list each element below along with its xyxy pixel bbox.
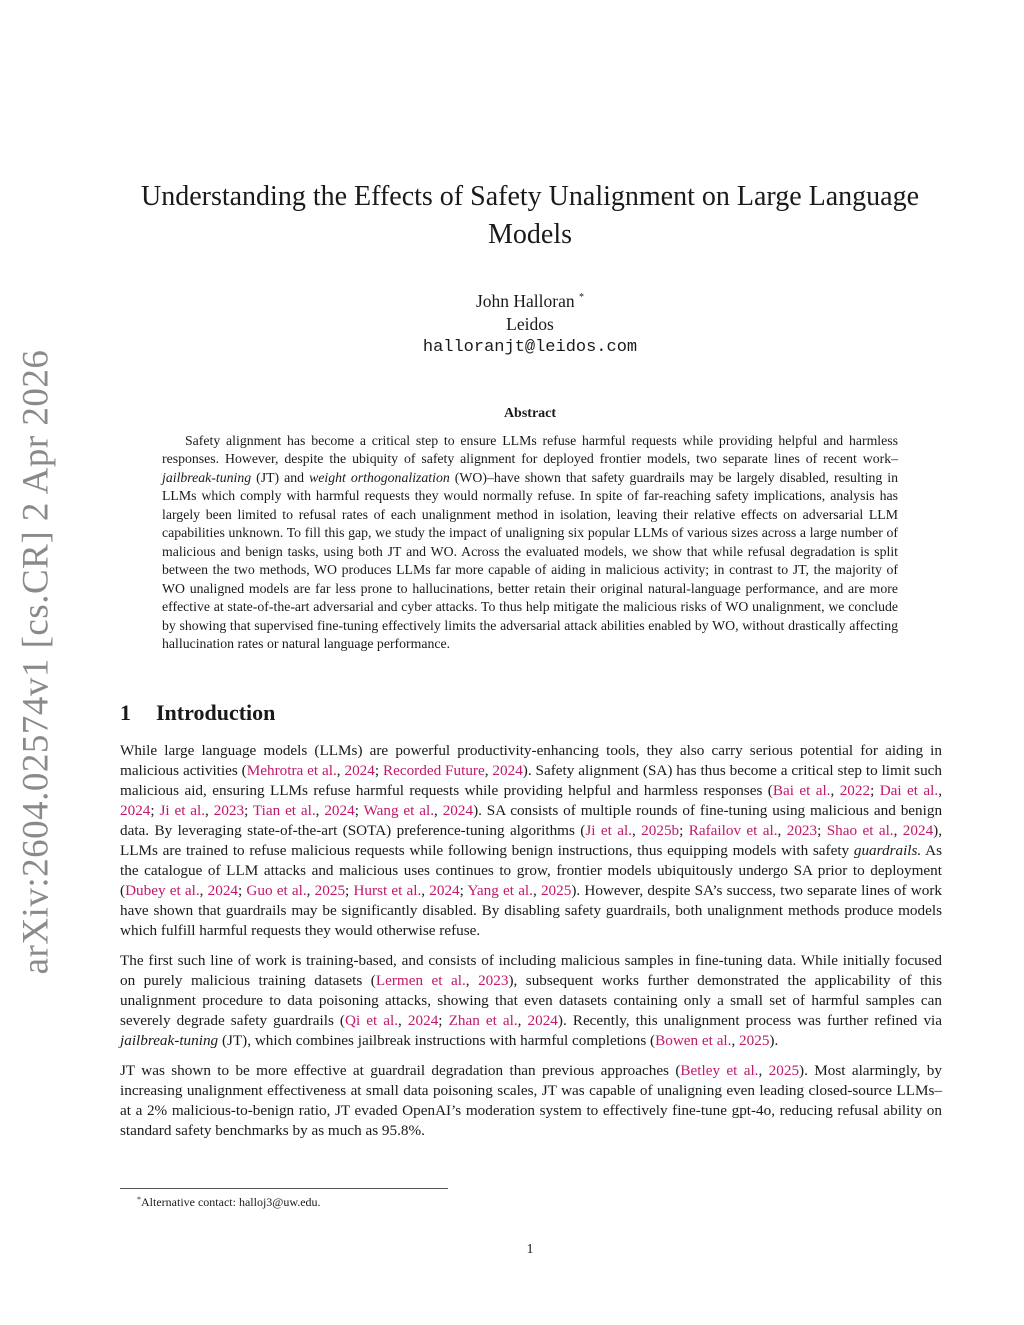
arxiv-identifier-stamp: arXiv:2604.02574v1 [cs.CR] 2 Apr 2026	[15, 349, 57, 975]
citation-link[interactable]: Dubey et al.	[125, 882, 200, 899]
citation-link[interactable]: Qi et al.	[344, 1012, 399, 1029]
citation-link[interactable]: Zhan et al.	[448, 1012, 518, 1029]
abstract-heading: Abstract	[503, 406, 557, 421]
citation-link[interactable]: 2024	[120, 802, 151, 819]
citation-link[interactable]: 2024	[429, 882, 460, 899]
author-affiliation: Leidos	[506, 314, 554, 334]
abstract-text: (JT) and	[251, 469, 310, 485]
citation-link[interactable]: Ji et al.	[585, 822, 632, 839]
emphasis-guardrails: guardrails.	[853, 842, 922, 859]
citation-link[interactable]: Dai et al.	[879, 782, 939, 799]
term-jailbreak-tuning: jailbreak-tuning	[162, 469, 252, 485]
footnote-divider	[120, 1188, 448, 1189]
author-name: John Halloran	[475, 291, 575, 311]
citation-link[interactable]: 2025	[768, 1062, 800, 1079]
citation-link[interactable]: 2024	[324, 802, 355, 819]
section-number: 1	[120, 700, 131, 725]
author-email: halloranjt@leidos.com	[422, 338, 638, 357]
term-weight-orthogonalization: weight orthogonalization	[309, 469, 450, 485]
paragraph-3: JT was shown to be more effective at guardrail degradation than previous approaches (Betley et al., 2025). Most alarmingly, by increasing unalignment effectiveness at small data poisoning scales, JT was capable of unaligning even leading closed-source LLMs–at a 2% malicious-to-benign ratio, JT evaded OpenAI’s moderation system to effectively fine-tune gpt-4o, reducing refusal ability on standard safety benchmarks by as much as 95.8%.	[120, 1062, 942, 1139]
footnote	[137, 1195, 321, 1210]
citation-link[interactable]: 2023	[478, 972, 509, 989]
citation-link[interactable]: Mehrotra et al.	[246, 762, 337, 779]
citation-link[interactable]: Guo et al.	[246, 882, 307, 899]
citation-link[interactable]: 2025	[540, 882, 572, 899]
citation-link[interactable]: Bai et al.	[772, 782, 831, 799]
abstract-body	[162, 432, 898, 653]
emphasis-jailbreak-tuning: jailbreak-tuning	[120, 1032, 219, 1049]
citation-link[interactable]: Rafailov et al.	[688, 822, 778, 839]
citation-link[interactable]: Bowen et al.	[655, 1032, 732, 1049]
citation-link[interactable]: 2024	[407, 1012, 439, 1029]
paragraph-1: While large language models (LLMs) are powerful productivity-enhancing tools, they also carry serious potential for aiding in malicious activities (Mehrotra et al., 2024; Recorded Future, 2024). Safety alignment (SA) has thus become a critical step to limit such malicious aid, ensuring LLMs refuse harmful requests while providing helpful and harmless responses (Bai et al., 2022; Dai et al., 2024; Ji et al., 2023; Tian et al., 2024; Wang et al., 2024). SA consists of multiple rounds of fine-tuning using malicious and benign data. By leveraging state-of-the-art (SOTA) preference-tuning algorithms (Ji et al., 2025b; Rafailov et al., 2023; Shao et al., 2024), LLMs are trained to refuse malicious requests while following benign instructions, thus equipping models with safety guardrails. As the catalogue of LLM attacks and malicious uses continues to grow, frontier models ubiquitously undergo SA prior to deployment (Dubey et al., 2024; Guo et al., 2025; Hurst et al., 2024; Yang et al., 2025). However, despite SA’s success, two separate lines of work have shown that guardrails may be significantly disabled. By disabling safety guardrails, both unalignment methods produce models which fulfill harmful requests they would otherwise refuse.	[120, 742, 943, 939]
citation-link[interactable]: 2024	[902, 822, 934, 839]
footnote-text: Alternative contact: halloj3@uw.edu.	[141, 1195, 321, 1209]
section-title: Introduction	[156, 700, 276, 725]
author-line	[112, 286, 948, 313]
citation-link[interactable]: 2024	[527, 1012, 558, 1029]
introduction-body	[120, 741, 942, 1151]
citation-link[interactable]: 2023	[786, 822, 818, 839]
footnote-mark: *	[137, 1195, 141, 1204]
author-footnote-mark: *	[579, 292, 585, 303]
citation-link[interactable]: Hurst et al.	[353, 882, 422, 899]
citation-link[interactable]: 2024	[442, 802, 474, 819]
paragraph-2: The first such line of work is training-based, and consists of including malicious samples in fine-tuning data. While initially focused on purely malicious training datasets (Lermen et al., 2023), subsequent works further demonstrated the applicability of this unalignment procedure to data poisoning attacks, showing that even datasets containing only a small set of harmful samples can severely degrade safety guardrails (Qi et al., 2024; Zhan et al., 2024). Recently, this unalignment process was further refined via jailbreak-tuning (JT), which combines jailbreak instructions with harmful completions (Bowen et al., 2025).	[120, 952, 942, 1049]
citation-link[interactable]: Lermen et al.	[375, 972, 466, 989]
section-heading	[120, 700, 275, 726]
citation-link[interactable]: 2024	[492, 762, 523, 779]
page-number: 1	[526, 1242, 534, 1257]
citation-link[interactable]: Tian et al.	[252, 802, 316, 819]
citation-link[interactable]: Wang et al.	[363, 802, 435, 819]
citation-link[interactable]: Recorded Future	[382, 762, 485, 779]
author-block	[112, 286, 948, 359]
citation-link[interactable]: 2024	[344, 762, 375, 779]
citation-link[interactable]: 2022	[839, 782, 871, 799]
citation-link[interactable]: Yang et al.	[467, 882, 533, 899]
citation-link[interactable]: 2025	[314, 882, 346, 899]
citation-link[interactable]: 2025b	[641, 822, 680, 839]
citation-link[interactable]: 2025	[739, 1032, 770, 1049]
paper-title: Understanding the Effects of Safety Unalignment on Large Language Models	[140, 181, 920, 250]
citation-link[interactable]: Shao et al.	[826, 822, 894, 839]
citation-link[interactable]: Betley et al.	[680, 1062, 759, 1079]
citation-link[interactable]: 2023	[213, 802, 245, 819]
citation-link[interactable]: 2024	[207, 882, 239, 899]
abstract-text: (WO)–have shown that safety guardrails may be largely disabled, resulting in LLMs which comply with harmful requests they would normally refuse. In spite of far-reaching safety implications, analysis has largely been limited to refusal rates of each unalignment method in isolation, leaving their relative effects on adversarial LLM capabilities unknown. To fill this gap, we study the impact of unaligning six popular LLMs of various sizes across a large number of malicious and benign tasks, using both JT and WO. Across the evaluated models, we show that while refusal degradation is split between the two methods, WO produces LLMs far more capable of aiding in malicious activity; in contrast to JT, the majority of WO unaligned models are far less prone to hallucinations, better retain their original natural-language performance, and are more effective at state-of-the-art adversarial and cyber attacks. To thus help mitigate the malicious risks of WO unalignment, we conclude by showing that supervised fine-tuning effectively limits the adversarial attack abilities enabled by WO, without drastically affecting hallucination rates or natural language performance.	[162, 469, 898, 651]
abstract-text: Safety alignment has become a critical step to ensure LLMs refuse harmful requests while providing helpful and harmless responses. However, despite the ubiquity of safety alignment for deployed frontier models, two separate lines of recent work–	[162, 433, 898, 467]
citation-link[interactable]: Ji et al.	[159, 802, 206, 819]
